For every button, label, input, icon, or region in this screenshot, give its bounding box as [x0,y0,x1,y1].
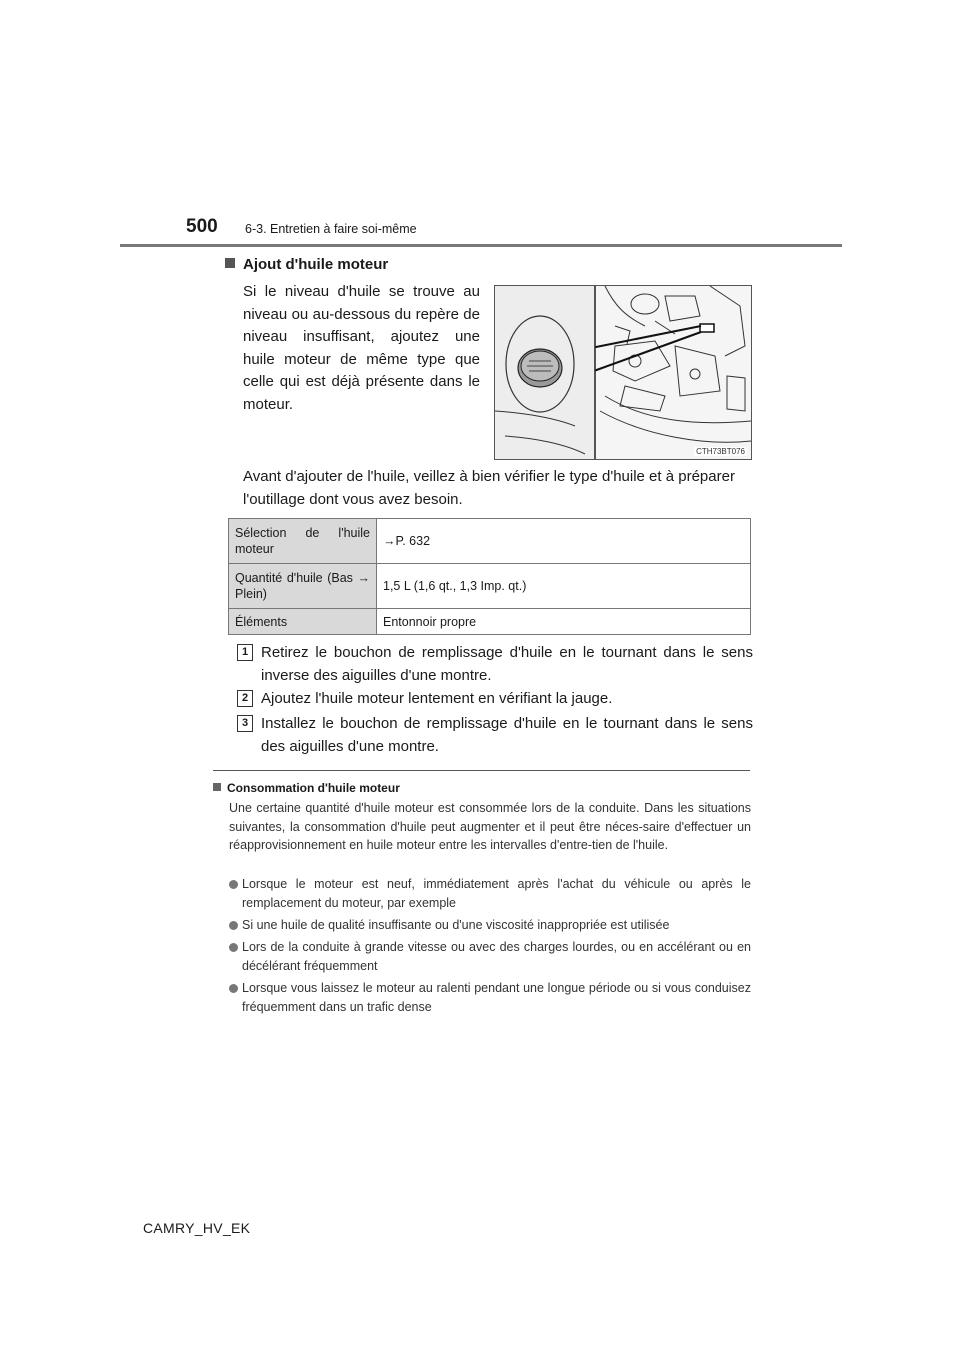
step-text: Retirez le bouchon de remplissage d'huile en le tournant dans le sens inverse des aiguilles d'une montre. [261,644,753,684]
circle-bullet-icon [229,880,238,889]
intro-paragraph: Si le niveau d'huile se trouve au niveau ou au-dessous du repère de niveau insuffisant, ajoutez une huile moteur de même type que celle qui est déjà présente dans le moteur. [243,283,480,413]
engine-illustration [494,285,752,460]
heading-consommation [213,781,400,795]
section-divider [213,770,750,771]
table-row [229,519,751,564]
consommation-paragraph: Une certaine quantité d'huile moteur est consommée lors de la conduite. Dans les situations suivantes, la consommation d'huile peut augmenter et il peut être néces-saire d'effectuer un réapprovisionnement en huile moteur entre les intervalles d'entre-tien de l'huile. [229,801,751,852]
step-number-badge: 3 [237,715,253,732]
table-value: →P. 632 [377,519,751,564]
step-number-badge: 1 [237,644,253,661]
header-rule [120,244,842,247]
table-label: Éléments [229,609,377,635]
engine-drawing [495,286,751,459]
spec-table [228,518,751,635]
list-item [229,916,751,935]
step-3 [237,712,753,758]
circle-bullet-icon [229,943,238,952]
list-item-text: Si une huile de qualité insuffisante ou d'une viscosité inappropriée est utilisée [242,918,670,932]
circle-bullet-icon [229,984,238,993]
step-text: Ajoutez l'huile moteur lentement en vérifiant la jauge. [261,690,613,707]
step-1 [237,641,753,687]
step-2 [237,687,753,710]
list-item [229,875,751,912]
table-value: Entonnoir propre [377,609,751,635]
list-item-text: Lorsque le moteur est neuf, immédiatement après l'achat du véhicule ou après le remplacement du moteur, par exemple [242,877,751,910]
table-row [229,564,751,609]
figure-code: CTH73BT076 [696,447,745,456]
square-bullet-icon [225,258,235,268]
step-text: Installez le bouchon de remplissage d'huile en le tournant dans le sens des aiguilles d'une montre. [261,715,753,755]
section-title: 6-3. Entretien à faire soi-même [245,222,417,236]
list-item-text: Lorsque vous laissez le moteur au ralenti pendant une longue période ou si vous conduisez fréquemment dans un trafic dense [242,981,751,1014]
step-number-badge: 2 [237,690,253,707]
table-label: Quantité d'huile (Bas → Plein) [229,564,377,609]
heading-consommation-text: Consommation d'huile moteur [227,781,400,795]
table-label: Sélection de l'huile moteur [229,519,377,564]
footer-model-code: CAMRY_HV_EK [143,1220,251,1236]
heading-ajout [225,256,388,273]
square-bullet-icon [213,783,221,791]
table-value: 1,5 L (1,6 qt., 1,3 Imp. qt.) [377,564,751,609]
before-paragraph: Avant d'ajouter de l'huile, veillez à bien vérifier le type d'huile et à préparer l'outillage dont vous avez besoin. [243,468,735,508]
list-item [229,979,751,1016]
list-item [229,938,751,975]
list-item-text: Lors de la conduite à grande vitesse ou avec des charges lourdes, ou en accélérant ou en décélérant fréquemment [242,940,751,973]
heading-ajout-text: Ajout d'huile moteur [243,256,389,273]
page-number: 500 [186,216,218,237]
circle-bullet-icon [229,921,238,930]
table-row [229,609,751,635]
